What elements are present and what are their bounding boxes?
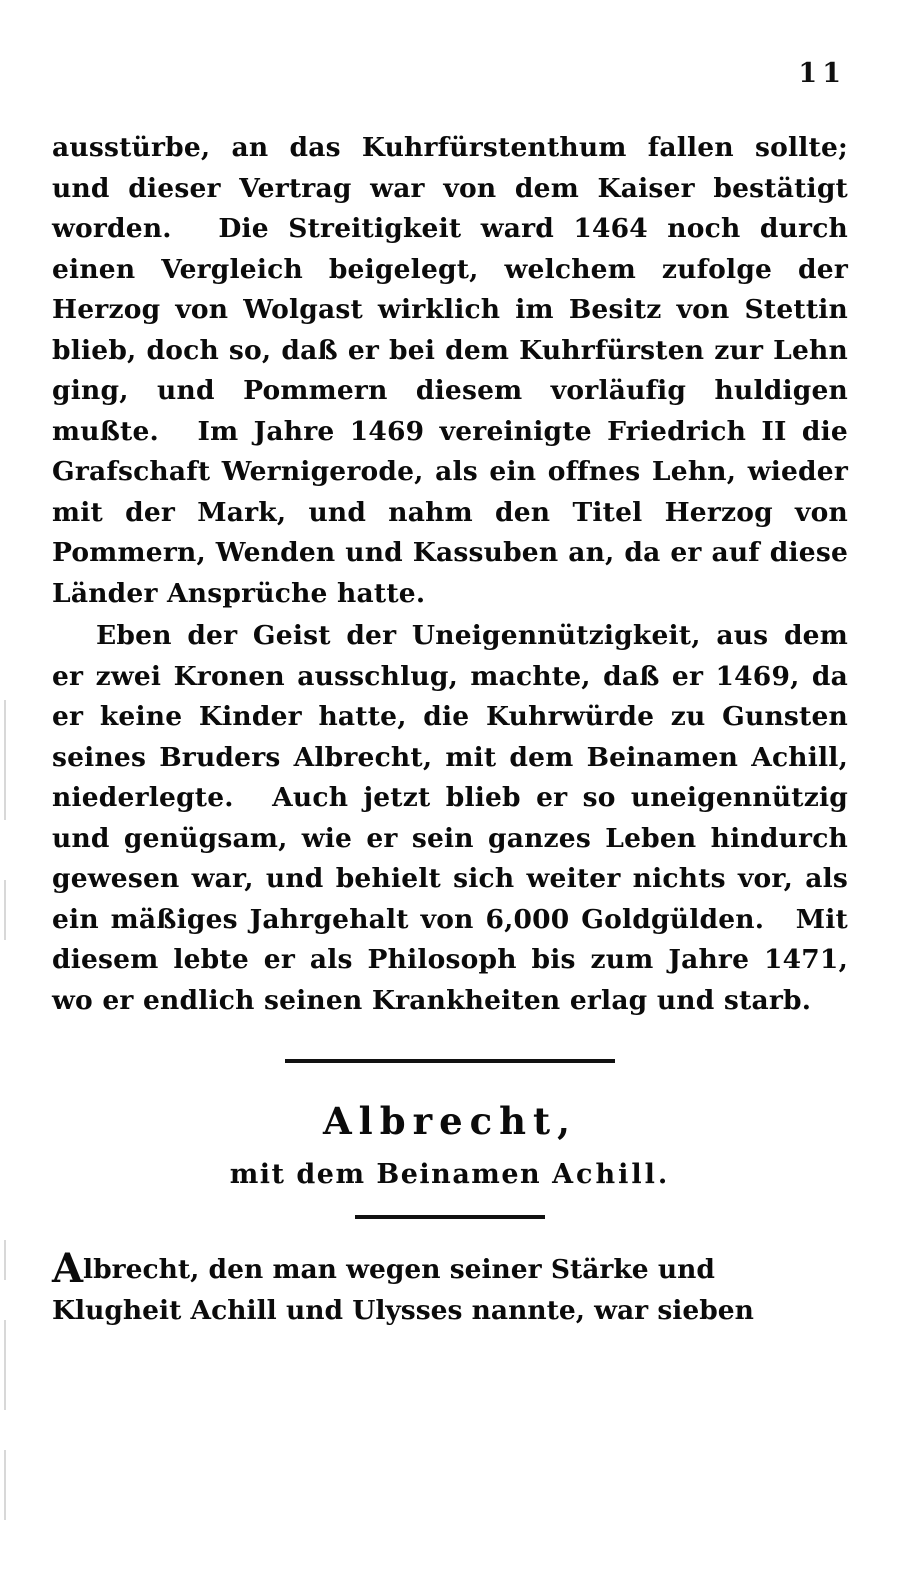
section-divider-top — [285, 1059, 615, 1063]
scan-artifact — [4, 1320, 6, 1410]
drop-cap: A — [52, 1245, 84, 1292]
scan-artifact — [4, 700, 6, 820]
scan-artifact — [4, 1240, 6, 1280]
chapter-subtitle-prefix: mit dem Beinamen — [229, 1159, 553, 1190]
scan-artifact — [4, 880, 6, 940]
chapter-title: Albrecht, — [322, 1099, 578, 1143]
scan-artifact — [4, 1450, 6, 1520]
chapter-heading — [52, 1097, 848, 1193]
chapter-subtitle — [52, 1157, 848, 1193]
chapter-subtitle-name: Achill. — [552, 1159, 671, 1190]
chapter-body-first-lines — [52, 1245, 848, 1331]
page-number: 11 — [798, 58, 846, 89]
chapter-body — [52, 1245, 848, 1331]
text-block — [52, 128, 848, 1331]
chapter-body-line-2: Klugheit Achill und Ulysses nannte, war sieben — [52, 1294, 754, 1326]
chapter-body-line-1: lbrecht, den man wegen seiner Stärke und — [83, 1254, 715, 1285]
section-divider-bottom — [355, 1215, 545, 1219]
paragraph-continuation: ausstürbe, an das Kuhrfürstenthum fallen sollte; und dieser Vertrag war von dem Kaiser bestätigt worden. Die Streitigkeit ward 1464 noch durch einen Vergleich beigelegt, welchem zufolge der Herzog von Wolgast wirklich im Besitz von Stettin blieb, doch so, daß er bei dem Kuhrfürsten zur Lehn ging, und Pommern diesem vorläufig huldigen mußte. Im Jahre 1469 vereinigte Friedrich II die Grafschaft Wernigerode, als ein offnes Lehn, wieder mit der Mark, und nahm den Titel Herzog von Pommern, Wenden und Kassuben an, da er auf diese Länder Ansprüche hatte. — [52, 132, 848, 609]
paragraph-body: Eben der Geist der Uneigennützigkeit, aus dem er zwei Kronen ausschlug, machte, daß er 1469, da er keine Kinder hatte, die Kuhrwürde zu Gunsten seines Bruders Albrecht, mit dem Beinamen Achill, niederlegte. Auch jetzt blieb er so uneigennützig und genügsam, wie er sein ganzes Leben hindurch gewesen war, und behielt sich weiter nichts vor, als ein mäßiges Jahrgehalt von 6,000 Goldgülden. Mit diesem lebte er als Philosoph bis zum Jahre 1471, wo er endlich seinen Krankheiten erlag und starb. — [52, 620, 848, 1016]
